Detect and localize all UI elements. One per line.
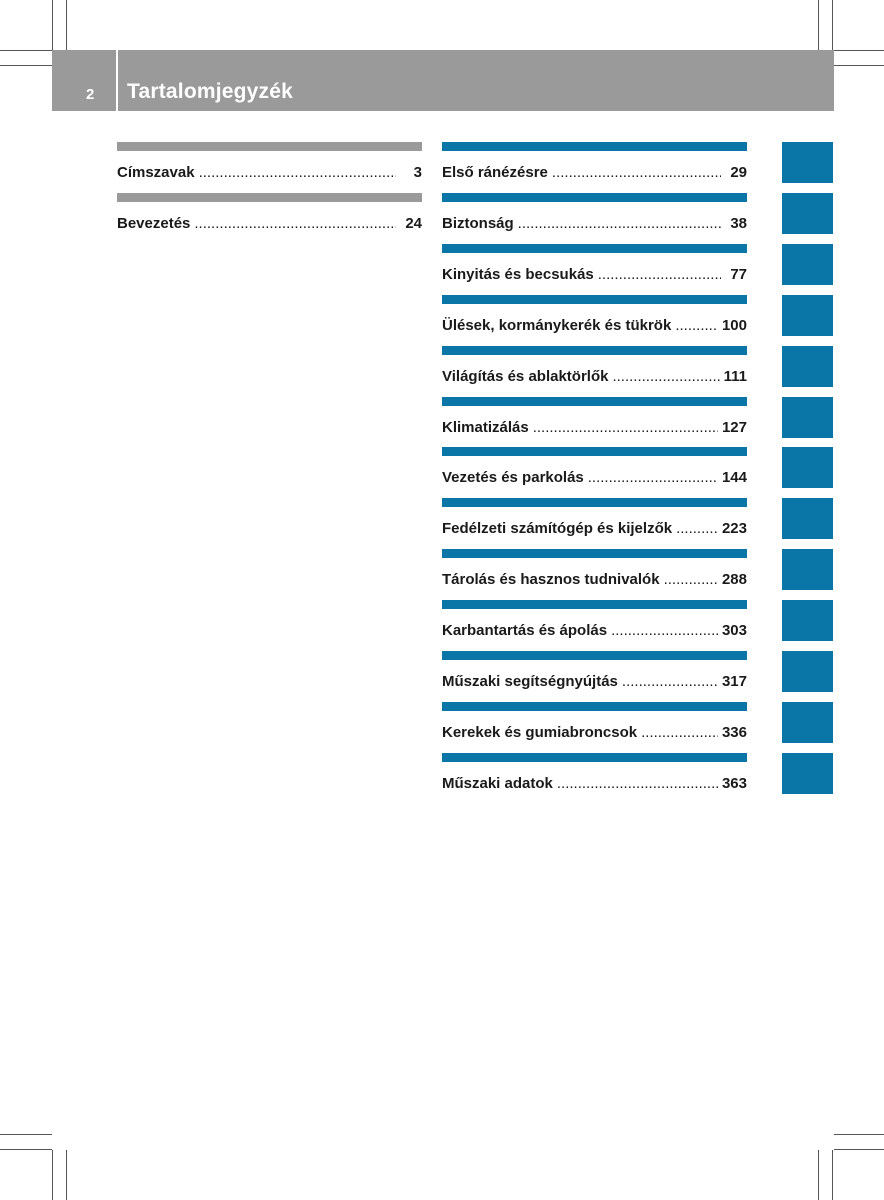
leader-dots — [641, 724, 718, 741]
section-tab[interactable] — [782, 295, 833, 336]
crop-mark — [52, 0, 53, 50]
toc-entry[interactable] — [442, 469, 747, 486]
toc-entry-page: 223 — [721, 520, 747, 538]
toc-entry-label: Bevezetés — [117, 215, 191, 232]
toc-entry[interactable] — [442, 419, 747, 436]
header-separator — [116, 50, 118, 111]
crop-mark — [66, 1150, 67, 1200]
leader-dots — [598, 266, 721, 283]
section-tab[interactable] — [782, 702, 833, 743]
section-tab[interactable] — [782, 193, 833, 234]
toc-entry[interactable] — [442, 724, 747, 741]
crop-mark — [834, 50, 884, 51]
leader-dots — [622, 673, 718, 690]
section-rule — [442, 295, 747, 304]
page-title: Tartalomjegyzék — [127, 80, 294, 103]
toc-entry-label: Címszavak — [117, 164, 195, 181]
section-rule — [442, 753, 747, 762]
toc-entry-label: Tárolás és hasznos tudnivalók — [442, 571, 660, 589]
toc-entry[interactable] — [442, 775, 747, 792]
crop-mark — [818, 0, 819, 50]
toc-entry[interactable] — [442, 317, 747, 334]
toc-entry-page: 29 — [730, 164, 747, 181]
crop-mark — [52, 1150, 53, 1200]
toc-entry-page: 24 — [405, 215, 422, 232]
crop-mark — [832, 0, 833, 50]
toc-entry-label: Karbantartás és ápolás — [442, 622, 608, 640]
crop-mark — [0, 50, 52, 51]
toc-entry-label: Kerekek és gumiabroncsok — [442, 723, 638, 741]
leader-dots — [557, 775, 718, 792]
crop-mark — [0, 65, 52, 66]
crop-mark — [0, 1134, 52, 1135]
section-tab[interactable] — [782, 397, 833, 438]
toc-entry-page: 317 — [721, 673, 747, 690]
toc-entry[interactable] — [442, 164, 747, 181]
toc-entry-page: 144 — [721, 469, 747, 487]
toc-entry-page: 336 — [721, 723, 747, 741]
toc-entry-cimszavak[interactable] — [117, 164, 422, 181]
section-rule — [442, 142, 747, 151]
toc-entry[interactable] — [442, 673, 747, 690]
section-tab[interactable] — [782, 600, 833, 641]
toc-entry[interactable] — [442, 571, 747, 588]
toc-entry-page: 38 — [730, 214, 747, 232]
toc-entry[interactable] — [442, 215, 747, 232]
section-rule — [442, 346, 747, 355]
toc-entry-label: Klimatizálás — [442, 418, 529, 436]
toc-entry-label: Vezetés és parkolás — [442, 469, 584, 487]
section-rule — [442, 651, 747, 660]
crop-mark — [0, 1149, 52, 1150]
toc-entry-label: Fedélzeti számítógép és kijelzők — [442, 520, 673, 538]
crop-mark — [66, 0, 67, 50]
leader-dots — [676, 520, 718, 537]
toc-entry-bevezetes[interactable] — [117, 215, 422, 232]
toc-entry[interactable] — [442, 520, 747, 537]
toc-entry-page: 127 — [721, 418, 747, 436]
toc-entry-label: Világítás és ablaktörlők — [442, 367, 609, 385]
leader-dots — [194, 215, 396, 232]
section-tab[interactable] — [782, 549, 833, 590]
leader-dots — [588, 469, 718, 486]
toc-entry-label: Kinyitás és becsukás — [442, 265, 594, 283]
section-rule — [442, 193, 747, 202]
crop-mark — [834, 65, 884, 66]
crop-mark — [834, 1134, 884, 1135]
section-rule — [442, 244, 747, 253]
section-rule — [442, 447, 747, 456]
section-tab[interactable] — [782, 753, 833, 794]
toc-entry-label: Biztonság — [442, 214, 514, 232]
toc-entry-page: 303 — [721, 622, 747, 640]
toc-entry[interactable] — [442, 266, 747, 283]
toc-entry-label: Műszaki segítségnyújtás — [442, 673, 618, 690]
toc-entry[interactable] — [442, 622, 747, 639]
leader-dots — [675, 317, 718, 334]
toc-entry-page: 111 — [723, 367, 747, 385]
section-tab[interactable] — [782, 142, 833, 183]
section-tab[interactable] — [782, 651, 833, 692]
toc-entry-label: Első ránézésre — [442, 164, 548, 181]
crop-mark — [818, 1150, 819, 1200]
section-tab[interactable] — [782, 447, 833, 488]
leader-dots — [518, 215, 721, 232]
crop-mark — [832, 1150, 833, 1200]
crop-mark — [834, 1149, 884, 1150]
toc-entry-page: 3 — [413, 164, 422, 181]
leader-dots — [611, 622, 718, 639]
toc-entry-label: Műszaki adatok — [442, 774, 553, 792]
toc-entry-page: 100 — [721, 316, 747, 334]
leader-dots — [199, 164, 396, 181]
leader-dots — [552, 164, 721, 181]
section-rule — [442, 600, 747, 609]
section-tab[interactable] — [782, 244, 833, 285]
toc-entry-label: Ülések, kormánykerék és tükrök — [442, 316, 672, 334]
page-number: 2 — [86, 86, 95, 103]
leader-dots — [612, 368, 719, 385]
toc-entry-page: 288 — [721, 571, 747, 589]
section-rule — [117, 193, 422, 202]
section-tab[interactable] — [782, 346, 833, 387]
section-rule — [117, 142, 422, 151]
leader-dots — [664, 571, 718, 588]
toc-entry[interactable] — [442, 368, 747, 385]
section-rule — [442, 549, 747, 558]
section-rule — [442, 397, 747, 406]
toc-entry-page: 363 — [721, 774, 747, 792]
section-rule — [442, 498, 747, 507]
section-tab[interactable] — [782, 498, 833, 539]
leader-dots — [533, 419, 718, 436]
toc-entry-page: 77 — [730, 265, 747, 283]
section-rule — [442, 702, 747, 711]
